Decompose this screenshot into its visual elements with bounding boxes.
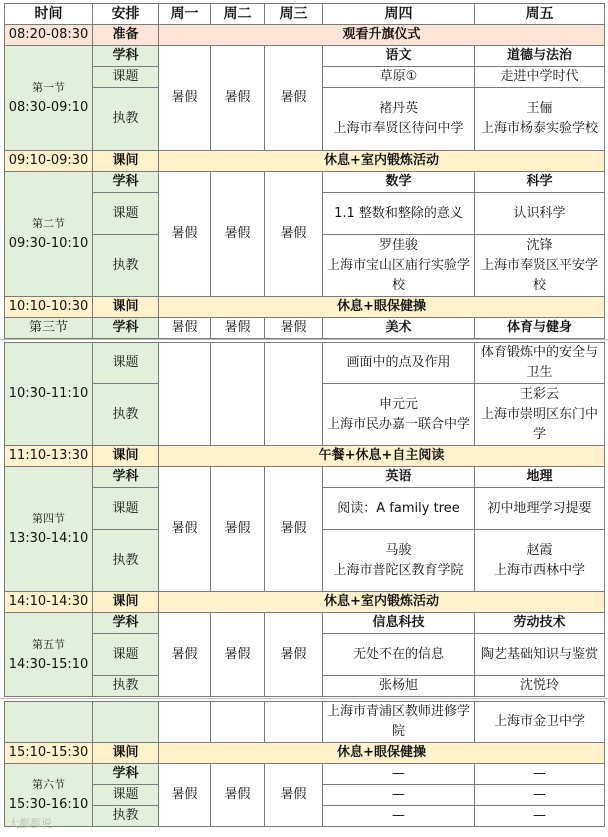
p2-thu-teacher	[323, 235, 475, 297]
p3-topic-row	[5, 343, 605, 384]
p2-subject-row	[5, 172, 605, 193]
p3-subject-row	[5, 318, 605, 339]
header-tue: 周二	[211, 4, 265, 25]
p1-thu-teacher-school: 上海市奉贤区待问中学	[333, 121, 464, 136]
p6-subject-row	[5, 764, 605, 785]
p5-cont-tue	[211, 702, 265, 743]
p2-time-cell	[5, 172, 93, 297]
p5-wed: 暑假	[265, 613, 323, 697]
break2-content: 休息+眼保健操	[159, 297, 605, 318]
p1-thu-subject: 语文	[323, 46, 475, 67]
p5-teacher-school-row	[5, 702, 605, 743]
p2-mon: 暑假	[159, 172, 211, 297]
p4-thu-teacher-school: 上海市普陀区教育学院	[333, 562, 464, 578]
p3-thu-teacher	[323, 384, 475, 446]
header-time: 时间	[5, 4, 93, 25]
p6-time: 15:30-16:10	[8, 797, 89, 812]
break4-time: 14:10-14:30	[5, 592, 93, 613]
p4-fri-subject: 地理	[475, 467, 605, 488]
p4-thu-teacher-name: 马骏	[385, 542, 412, 558]
break4-content: 休息+室内锻炼活动	[159, 592, 605, 613]
schedule-table-part-2	[4, 342, 605, 697]
break5-time: 15:10-15:30	[5, 743, 93, 764]
break1-label: 课间	[93, 151, 159, 172]
header-fri: 周五	[475, 4, 605, 25]
header-arrange: 安排	[93, 4, 159, 25]
p3-thu-topic: 画面中的点及作用	[323, 343, 475, 384]
p5-cont-time	[5, 702, 93, 743]
p5-cont-mon	[159, 702, 211, 743]
p3-tue-cont	[211, 343, 265, 446]
p5-mon: 暑假	[159, 613, 211, 697]
p3-fri-subject: 体育与健身	[475, 318, 605, 339]
p1-time-cell	[5, 46, 93, 151]
p3-mon: 暑假	[159, 318, 211, 339]
p6-mon: 暑假	[159, 764, 211, 827]
p3-fri-teacher-school: 上海市崇明区东门中学	[480, 406, 598, 442]
p5-thu-teacher-school: 上海市青浦区教师进修学院	[323, 702, 475, 743]
p2-fri-topic: 认识科学	[475, 193, 605, 235]
p5-subject-row	[5, 613, 605, 634]
break3-content: 午餐+休息+自主阅读	[159, 446, 605, 467]
p2-thu-topic: 1.1 整数和整除的意义	[323, 193, 475, 235]
p4-thu-topic: 阅读：A family tree	[323, 488, 475, 530]
p6-fri-topic: —	[475, 785, 605, 806]
p3-thu-teacher-school: 上海市民办嘉一联合中学	[326, 416, 470, 432]
p3-mon-cont	[159, 343, 211, 446]
page-separator	[0, 339, 608, 340]
p3-fri-topic: 体育锻炼中的安全与卫生	[475, 343, 605, 384]
p2-tue: 暑假	[211, 172, 265, 297]
p1-subject-label: 学科	[93, 46, 159, 67]
p4-wed: 暑假	[265, 467, 323, 592]
break4-label: 课间	[93, 592, 159, 613]
p5-time-cell	[5, 613, 93, 697]
p3-name: 第三节	[5, 318, 93, 339]
prep-label: 准备	[93, 25, 159, 46]
p1-name: 第一节	[32, 81, 65, 94]
p6-thu-teacher: —	[323, 806, 475, 827]
p4-fri-topic: 初中地理学习提要	[475, 488, 605, 530]
p1-subject-row	[5, 46, 605, 67]
p1-fri-teacher	[475, 88, 605, 151]
p6-tue: 暑假	[211, 764, 265, 827]
p2-fri-teacher-school: 上海市奉贤区平安学校	[480, 257, 598, 293]
break2-label: 课间	[93, 297, 159, 318]
p4-name: 第四节	[32, 512, 65, 525]
header-mon: 周一	[159, 4, 211, 25]
p4-thu-subject: 英语	[323, 467, 475, 488]
header-wed: 周三	[265, 4, 323, 25]
p4-subject-label: 学科	[93, 467, 159, 488]
p4-tue: 暑假	[211, 467, 265, 592]
page-separator-2	[0, 698, 608, 699]
p3-wed-cont	[265, 343, 323, 446]
break1-content: 休息+室内锻炼活动	[159, 151, 605, 172]
p4-teacher-label: 执教	[93, 530, 159, 592]
p1-teacher-label: 执教	[93, 88, 159, 151]
break3-label: 课间	[93, 446, 159, 467]
p1-topic-label: 课题	[93, 67, 159, 88]
p6-teacher-label: 执教	[93, 806, 159, 827]
p6-wed: 暑假	[265, 764, 323, 827]
p2-subject-label: 学科	[93, 172, 159, 193]
break3-row	[5, 446, 605, 467]
p1-fri-teacher-name: 王俪	[526, 101, 553, 116]
p2-fri-teacher-name: 沈锋	[526, 237, 553, 253]
p4-fri-teacher-name: 赵霞	[526, 542, 553, 558]
p3-thu-teacher-name: 申元元	[378, 396, 418, 412]
p4-fri-teacher	[475, 530, 605, 592]
header-thu: 周四	[323, 4, 475, 25]
p1-thu-topic: 草原①	[323, 67, 475, 88]
p3-topic-label: 课题	[93, 343, 159, 384]
p2-fri-subject: 科学	[475, 172, 605, 193]
p2-fri-teacher	[475, 235, 605, 297]
p3-subject-label: 学科	[93, 318, 159, 339]
prep-content: 观看升旗仪式	[159, 25, 605, 46]
header-row	[5, 4, 605, 25]
p5-fri-teacher-school: 上海市金卫中学	[475, 702, 605, 743]
p6-fri-teacher: —	[475, 806, 605, 827]
p3-fri-teacher-name: 王彩云	[519, 386, 559, 402]
p6-topic-label: 课题	[93, 785, 159, 806]
p2-teacher-label: 执教	[93, 235, 159, 297]
p5-teacher-label: 执教	[93, 676, 159, 697]
p4-time-cell	[5, 467, 93, 592]
p2-thu-teacher-school: 上海市宝山区庙行实验学校	[326, 257, 470, 293]
p6-fri-subject: —	[475, 764, 605, 785]
p3-thu-subject: 美术	[323, 318, 475, 339]
p2-topic-label: 课题	[93, 193, 159, 235]
p6-thu-subject: —	[323, 764, 475, 785]
p1-thu-teacher-name: 褚丹英	[378, 101, 418, 116]
p4-thu-teacher	[323, 530, 475, 592]
p1-tue: 暑假	[211, 46, 265, 151]
p2-name: 第二节	[32, 217, 65, 230]
p3-wed: 暑假	[265, 318, 323, 339]
break1-row	[5, 151, 605, 172]
p1-fri-subject: 道德与法治	[475, 46, 605, 67]
p4-mon: 暑假	[159, 467, 211, 592]
p5-time: 14:30-15:10	[8, 656, 89, 672]
p2-thu-subject: 数学	[323, 172, 475, 193]
break5-label: 课间	[93, 743, 159, 764]
prep-time: 08:20-08:30	[5, 25, 93, 46]
p5-topic-label: 课题	[93, 634, 159, 676]
p6-subject-label: 学科	[93, 764, 159, 785]
p5-fri-teacher-name: 沈悦玲	[475, 676, 605, 697]
p5-thu-teacher-name: 张杨旭	[323, 676, 475, 697]
p5-cont-wed	[265, 702, 323, 743]
p6-name: 第六节	[32, 778, 65, 791]
p1-time: 08:30-09:10	[8, 100, 89, 115]
p3-tue: 暑假	[211, 318, 265, 339]
break3-time: 11:10-13:30	[5, 446, 93, 467]
p5-thu-topic: 无处不在的信息	[323, 634, 475, 676]
break1-time: 09:10-09:30	[5, 151, 93, 172]
schedule-table-part-1	[4, 3, 605, 339]
p4-time: 13:30-14:10	[8, 531, 89, 546]
p2-time: 09:30-10:10	[8, 236, 89, 251]
p4-subject-row	[5, 467, 605, 488]
p5-tue: 暑假	[211, 613, 265, 697]
p4-topic-label: 课题	[93, 488, 159, 530]
break2-time: 10:10-10:30	[5, 297, 93, 318]
p5-fri-topic: 陶艺基础知识与鉴赏	[475, 634, 605, 676]
break5-content: 休息+眼保健操	[159, 743, 605, 764]
p6-thu-topic: —	[323, 785, 475, 806]
p1-wed: 暑假	[265, 46, 323, 151]
break4-row	[5, 592, 605, 613]
p2-thu-teacher-name: 罗佳骏	[378, 237, 418, 253]
p4-fri-teacher-school: 上海市西林中学	[493, 562, 585, 578]
prep-row	[5, 25, 605, 46]
p1-fri-topic: 走进中学时代	[475, 67, 605, 88]
p2-wed: 暑假	[265, 172, 323, 297]
p3-fri-teacher	[475, 384, 605, 446]
break5-row	[5, 743, 605, 764]
p5-cont-label	[93, 702, 159, 743]
schedule-table-part-3	[4, 701, 605, 827]
break2-row	[5, 297, 605, 318]
p5-subject-label: 学科	[93, 613, 159, 634]
p5-name: 第五节	[32, 637, 65, 651]
p5-thu-subject: 信息科技	[323, 613, 475, 634]
p3-time: 10:30-11:10	[5, 343, 93, 446]
p3-teacher-label: 执教	[93, 384, 159, 446]
p1-mon: 暑假	[159, 46, 211, 151]
p1-thu-teacher	[323, 88, 475, 151]
watermark: 大都都说	[8, 817, 52, 830]
p5-fri-subject: 劳动技术	[475, 613, 605, 634]
p1-fri-teacher-school: 上海市杨泰实验学校	[480, 121, 598, 136]
